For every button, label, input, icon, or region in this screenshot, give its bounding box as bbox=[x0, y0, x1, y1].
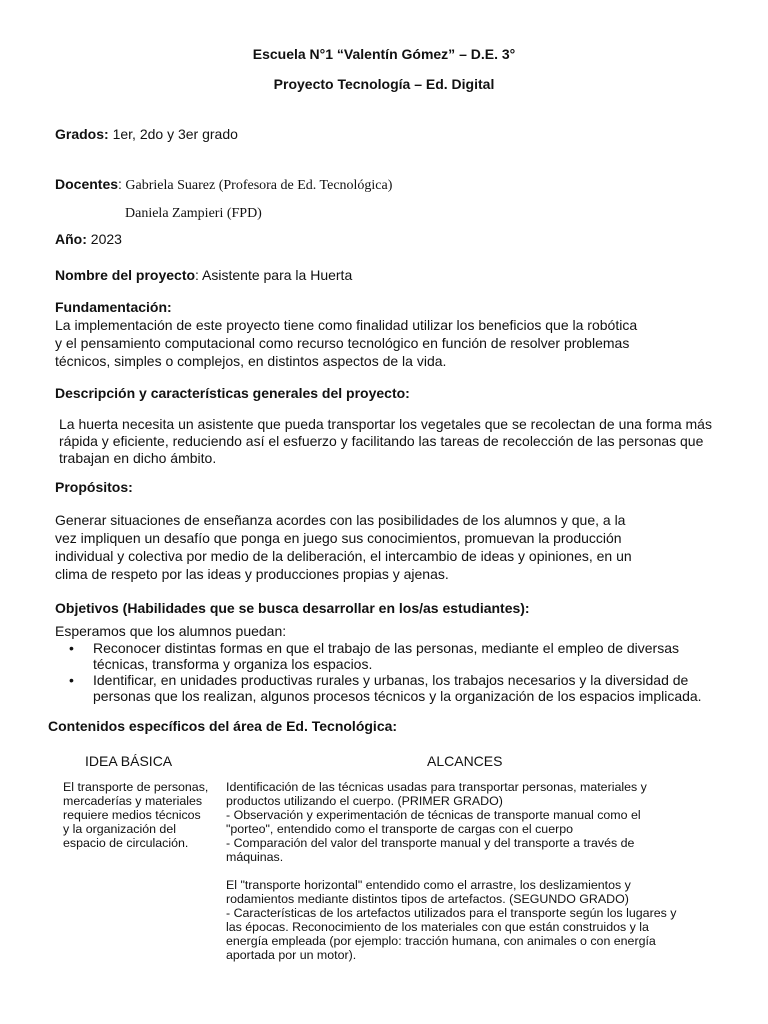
idea-line: espacio de circulación. bbox=[63, 836, 189, 850]
grados-value: 1er, 2do y 3er grado bbox=[108, 126, 238, 142]
anio-value: 2023 bbox=[86, 231, 122, 247]
docente-gabriela: Gabriela Suarez (Profesora de Ed. Tecnológica) bbox=[121, 178, 393, 193]
school-title: Escuela N°1 “Valentín Gómez” – D.E. 3° bbox=[252, 46, 516, 62]
fundamentacion-text bbox=[55, 316, 637, 370]
docentes-label: Docentes bbox=[55, 176, 119, 192]
grados-line bbox=[55, 125, 238, 143]
propositos-line: Generar situaciones de enseñanza acordes con las posibilidades de los alumnos y que, a la bbox=[55, 512, 626, 528]
descripcion-line: trabajan en dicho ámbito. bbox=[59, 450, 217, 466]
alcance-line: rodamientos mediante distintos tipos de artefactos. (SEGUNDO GRADO) bbox=[226, 892, 629, 906]
propositos-line: individual y colectiva por medio de la deliberación, el intercambio de ideas y opiniones, en un bbox=[55, 548, 632, 564]
nombre-label: Nombre del proyecto bbox=[55, 267, 196, 283]
alcances-segundo-grado bbox=[226, 878, 676, 962]
fundamentacion-line: La implementación de este proyecto tiene como finalidad utilizar los beneficios que la robótica bbox=[55, 317, 638, 333]
alcance-line: El "transporte horizontal" entendido como el arrastre, los deslizamientos y bbox=[226, 878, 631, 892]
docentes-line bbox=[55, 175, 392, 195]
project-title: Proyecto Tecnología – Ed. Digital bbox=[273, 76, 495, 92]
idea-line: y la organización del bbox=[63, 822, 176, 836]
objetivo-line: personas que los realizan, algunos procesos técnicos y la organización de los espacios implicada. bbox=[93, 688, 702, 704]
anio-line bbox=[55, 230, 122, 248]
bullet: • bbox=[69, 640, 74, 656]
docente-daniela: Daniela Zampieri (FPD) bbox=[125, 206, 262, 221]
alcance-line: - Características de los artefactos utilizados para el transporte según los lugares y bbox=[226, 906, 677, 920]
objetivos-list bbox=[69, 640, 702, 704]
propositos-line: clima de respeto por las ideas y producciones propias y ajenas. bbox=[55, 566, 449, 582]
alcances-primer-grado bbox=[226, 780, 647, 864]
alcance-line: - Observación y experimentación de técnicas de transporte manual como el bbox=[226, 808, 641, 822]
descripcion-line: rápida y eficiente, reduciendo así el esfuerzo y facilitando las tareas de recolección de las personas que bbox=[59, 433, 704, 449]
objetivos-intro: Esperamos que los alumnos puedan: bbox=[55, 623, 287, 639]
objetivo-line: técnicas, transforma y organiza los espacios. bbox=[93, 656, 373, 672]
list-item bbox=[69, 640, 702, 672]
idea-line: requiere medios técnicos bbox=[63, 808, 201, 822]
descripcion-heading: Descripción y características generales del proyecto: bbox=[55, 385, 410, 401]
objetivos-heading: Objetivos (Habilidades que se busca desarrollar en los/as estudiantes): bbox=[55, 600, 530, 616]
alcance-line: las épocas. Reconocimiento de los materiales con que están construidos y la bbox=[226, 920, 649, 934]
idea-basica-cell bbox=[63, 780, 208, 850]
alcance-line: energía empleada (por ejemplo: tracción humana, con animales o con energía bbox=[226, 934, 656, 948]
column-header-alcances: ALCANCES bbox=[427, 753, 503, 769]
docentes-colon: : bbox=[118, 176, 122, 192]
descripcion-text bbox=[59, 416, 712, 467]
descripcion-line: La huerta necesita un asistente que pueda transportar los vegetales que se recolectan de una forma más bbox=[59, 416, 712, 432]
bullet: • bbox=[69, 672, 74, 688]
alcance-line: "porteo", entendido como el transporte de cargas con el cuerpo bbox=[226, 822, 573, 836]
alcance-line: aportada por un motor). bbox=[226, 948, 357, 962]
objetivo-line: Identificar, en unidades productivas rurales y urbanas, los trabajos necesarios y la diversidad de bbox=[93, 672, 689, 688]
propositos-heading: Propósitos: bbox=[55, 479, 133, 495]
column-header-idea: IDEA BÁSICA bbox=[85, 753, 173, 769]
list-item bbox=[69, 672, 702, 704]
fundamentacion-line: y el pensamiento computacional como recurso tecnológico en función de resolver problemas bbox=[55, 335, 630, 351]
idea-line: mercaderías y materiales bbox=[63, 794, 203, 808]
contenidos-heading: Contenidos específicos del área de Ed. Tecnológica: bbox=[48, 718, 398, 734]
fundamentacion-heading: Fundamentación: bbox=[55, 299, 172, 315]
fundamentacion-line: técnicos, simples o complejos, en distintos aspectos de la vida. bbox=[55, 353, 447, 369]
nombre-line bbox=[55, 266, 352, 284]
alcance-line: productos utilizando el cuerpo. (PRIMER GRADO) bbox=[226, 794, 503, 808]
propositos-text bbox=[55, 511, 632, 583]
alcance-line: máquinas. bbox=[226, 850, 284, 864]
alcance-line: - Comparación del valor del transporte manual y del transporte a través de bbox=[226, 836, 635, 850]
alcance-line: Identificación de las técnicas usadas para transportar personas, materiales y bbox=[226, 780, 647, 794]
nombre-value: : Asistente para la Huerta bbox=[195, 267, 353, 283]
propositos-line: vez impliquen un desafío que ponga en juego sus conocimientos, promuevan la producción bbox=[55, 530, 622, 546]
idea-line: El transporte de personas, bbox=[63, 780, 209, 794]
grados-label: Grados: bbox=[55, 126, 109, 142]
anio-label: Año: bbox=[55, 231, 87, 247]
objetivo-line: Reconocer distintas formas en que el trabajo de las personas, mediante el empleo de diversas bbox=[93, 640, 679, 656]
